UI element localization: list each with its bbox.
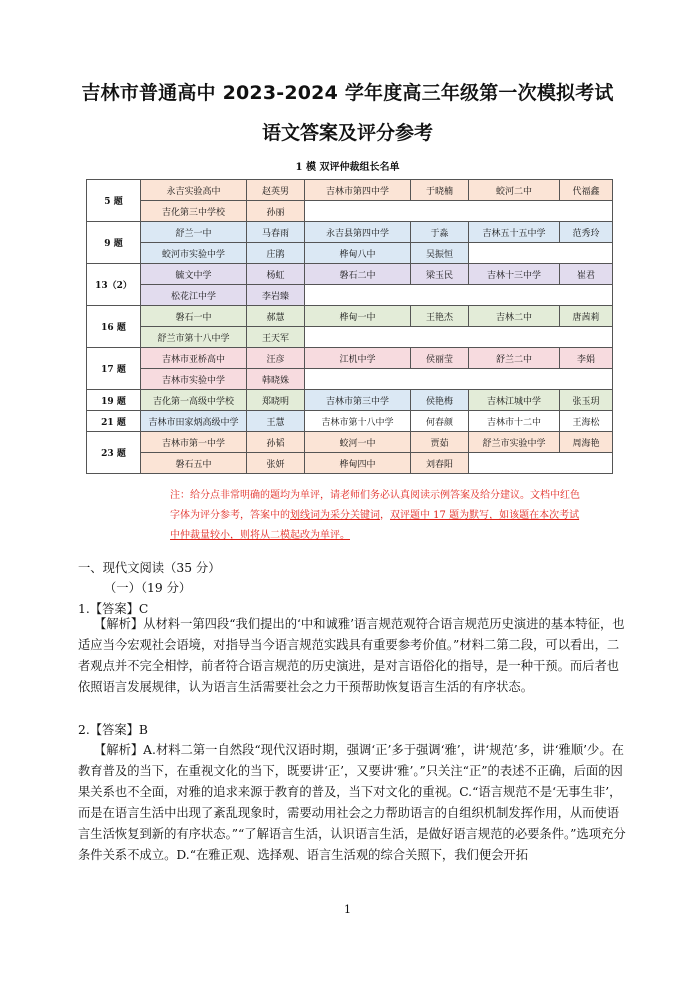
q2-answer: 2.【答案】B xyxy=(78,723,148,737)
question-label: 9 题 xyxy=(87,222,141,264)
leader-name-cell: 杨虹 xyxy=(247,264,305,285)
question-label: 16 题 xyxy=(87,306,141,348)
roster-row xyxy=(87,390,613,411)
question-label: 17 题 xyxy=(87,348,141,390)
roster-row xyxy=(87,243,613,264)
question-label: 5 题 xyxy=(87,180,141,222)
roster-row xyxy=(87,306,613,327)
school-cell: 桦甸八中 xyxy=(305,243,411,264)
roster-caption: 1 模 双评仲裁组长名单 xyxy=(295,162,400,173)
school-cell: 磐石五中 xyxy=(141,453,247,474)
leader-name-cell: 庄鹃 xyxy=(247,243,305,264)
roster-row xyxy=(87,411,613,432)
roster-row xyxy=(87,453,613,474)
leader-name-cell: 于晓楠 xyxy=(411,180,469,201)
roster-row xyxy=(87,180,613,201)
school-cell: 江机中学 xyxy=(305,348,411,369)
leader-name-cell: 吴振恒 xyxy=(411,243,469,264)
leader-name-cell: 刘春阳 xyxy=(411,453,469,474)
leader-name-cell: 王海松 xyxy=(560,411,613,432)
leader-name-cell: 贾茹 xyxy=(411,432,469,453)
school-cell: 吉林市田家炳高级中学 xyxy=(141,411,247,432)
leader-name-cell: 梁玉民 xyxy=(411,264,469,285)
q1-answer: 1.【答案】C xyxy=(78,602,149,616)
school-cell: 吉林二中 xyxy=(469,306,560,327)
question-label: 19 题 xyxy=(87,390,141,411)
roster-row xyxy=(87,369,613,390)
leader-name-cell: 孙韬 xyxy=(247,432,305,453)
leader-name-cell: 侯丽莹 xyxy=(411,348,469,369)
roster-row xyxy=(87,348,613,369)
leader-name-cell: 于淼 xyxy=(411,222,469,243)
school-cell: 桦甸四中 xyxy=(305,453,411,474)
leader-name-cell: 郝慧 xyxy=(247,306,305,327)
leader-name-cell: 侯艳梅 xyxy=(411,390,469,411)
school-cell: 吉林市第四中学 xyxy=(305,180,411,201)
school-cell: 吉林市第三中学 xyxy=(305,390,411,411)
school-cell: 蛟河市实验中学 xyxy=(141,243,247,264)
roster-row xyxy=(87,285,613,306)
roster-row xyxy=(87,264,613,285)
school-cell: 舒兰一中 xyxy=(141,222,247,243)
leader-name-cell: 张玉玥 xyxy=(560,390,613,411)
q1-analysis: 【解析】从材料一第四段“我们提出的‘中和诚雅’语言规范观符合语言规范历史演进的基本特征，也适应当今宏观社会语境，对指导当今语言规范实践具有重要参考价值。”材料二第二段，可以看出，二者观点并不完全相悖，前者符合语言规范的历史演进，是对言语俗化的指导，是一种干预。而后者也依照语言发展规律，认为语言生活需要社会之力干预帮助恢复语言生活的有序状态。 xyxy=(78,617,625,694)
leader-name-cell: 郑晓明 xyxy=(247,390,305,411)
leader-name-cell: 范秀玲 xyxy=(560,222,613,243)
school-cell: 舒兰二中 xyxy=(469,348,560,369)
question-label: 23 题 xyxy=(87,432,141,474)
leader-name-cell: 汪彦 xyxy=(247,348,305,369)
school-cell: 桦甸一中 xyxy=(305,306,411,327)
section-heading: 一、现代文阅读（35 分） xyxy=(78,561,221,575)
roster-row xyxy=(87,327,613,348)
school-cell: 毓文中学 xyxy=(141,264,247,285)
school-cell: 吉林十三中学 xyxy=(469,264,560,285)
leader-name-cell: 马春雨 xyxy=(247,222,305,243)
leader-name-cell: 王慧 xyxy=(247,411,305,432)
arbitration-roster-table xyxy=(86,179,613,474)
school-cell: 蛟河二中 xyxy=(469,180,560,201)
empty-cell xyxy=(469,453,613,474)
school-cell: 吉林市第一中学 xyxy=(141,432,247,453)
leader-name-cell: 韩晓姝 xyxy=(247,369,305,390)
page-number: 1 xyxy=(344,903,351,916)
leader-name-cell: 李娟 xyxy=(560,348,613,369)
school-cell: 磐石一中 xyxy=(141,306,247,327)
leader-name-cell: 崔君 xyxy=(560,264,613,285)
school-cell: 舒兰市第十八中学 xyxy=(141,327,247,348)
q2-analysis: 【解析】A.材料二第一自然段“现代汉语时期，强调‘正’多于强调‘雅’，讲‘规范’多，讲‘雅顺’少。在教育普及的当下，在重视文化的当下，既要讲‘正’，又要讲‘雅’。”只关注“正”的表述不正确，后面的因果关系也不全面，对雅的追求来源于教育的普及，当下对文化的重视。C.“语言规范不是‘无事生非’，而是在语言生活中出现了紊乱现象时，需要动用社会之力帮助语言的自组织机制发挥作用，从而使语言生活恢复到新的有序状态。”“了解语言生活，认识语言生活，是做好语言规范的必要条件。”选项充分条件关系不成立。D.“在雅正观、选择观、语言生活观的综合关照下，我们便会开拓 xyxy=(78,743,626,862)
school-cell: 吉林市第十八中学 xyxy=(305,411,411,432)
school-cell: 吉林市亚桥高中 xyxy=(141,348,247,369)
document-title: 吉林市普通高中 2023-2024 学年度高三年级第一次模拟考试 xyxy=(81,82,614,104)
leader-name-cell: 代福鑫 xyxy=(560,180,613,201)
leader-name-cell: 王天军 xyxy=(247,327,305,348)
leader-name-cell: 周海艳 xyxy=(560,432,613,453)
school-cell: 吉化第一高级中学校 xyxy=(141,390,247,411)
school-cell: 吉林江城中学 xyxy=(469,390,560,411)
school-cell: 蛟河一中 xyxy=(305,432,411,453)
school-cell: 磐石二中 xyxy=(305,264,411,285)
question-label: 13（2） xyxy=(87,264,141,306)
school-cell: 吉林五十五中学 xyxy=(469,222,560,243)
leader-name-cell: 张妍 xyxy=(247,453,305,474)
school-cell: 松花江中学 xyxy=(141,285,247,306)
subsection-heading: （一）（19 分） xyxy=(104,581,192,595)
school-cell: 吉化第三中学校 xyxy=(141,201,247,222)
question-label: 21 题 xyxy=(87,411,141,432)
leader-name-cell: 赵英男 xyxy=(247,180,305,201)
scoring-note: 注：给分点非常明确的题均为单评，请老师们务必认真阅读示例答案及给分建议。文档中红色字体为评分参考，答案中的划线词为采分关键词，双评题中 17 题为默写，如该题在本次考试中仲裁量较小，则将从二模起改为单评。 xyxy=(170,490,580,541)
roster-row xyxy=(87,432,613,453)
school-cell: 舒兰市实验中学 xyxy=(469,432,560,453)
empty-cell xyxy=(305,201,613,222)
school-cell: 永吉实验高中 xyxy=(141,180,247,201)
roster-row xyxy=(87,222,613,243)
empty-cell xyxy=(305,285,613,306)
document-subtitle: 语文答案及评分参考 xyxy=(261,122,433,144)
empty-cell xyxy=(305,369,613,390)
empty-cell xyxy=(305,327,613,348)
school-cell: 永吉县第四中学 xyxy=(305,222,411,243)
leader-name-cell: 何春颜 xyxy=(411,411,469,432)
school-cell: 吉林市实验中学 xyxy=(141,369,247,390)
leader-name-cell: 唐茜莉 xyxy=(560,306,613,327)
roster-row xyxy=(87,201,613,222)
empty-cell xyxy=(469,243,613,264)
school-cell: 吉林市十二中 xyxy=(469,411,560,432)
leader-name-cell: 王艳杰 xyxy=(411,306,469,327)
leader-name-cell: 孙丽 xyxy=(247,201,305,222)
leader-name-cell: 李岩臻 xyxy=(247,285,305,306)
